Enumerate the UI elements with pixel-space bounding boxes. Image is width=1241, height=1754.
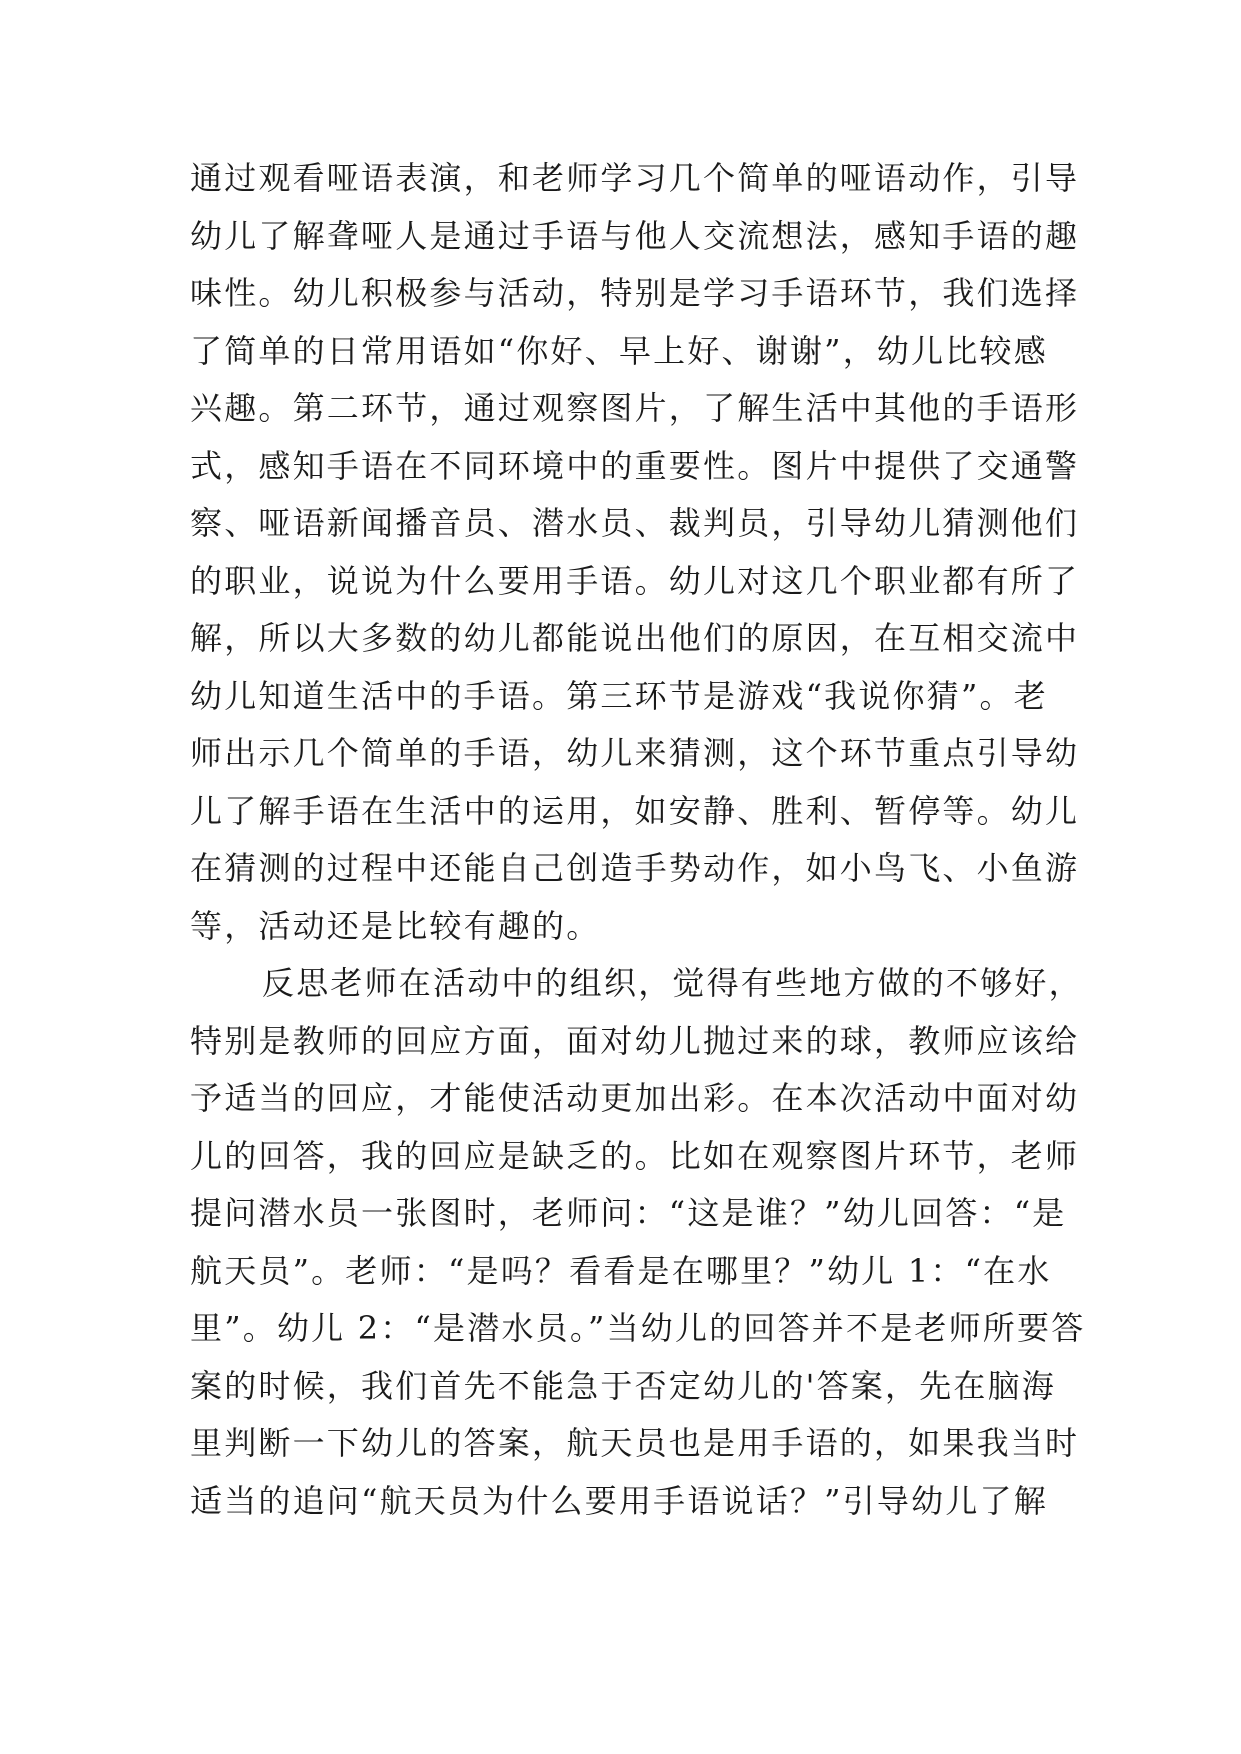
document-body xyxy=(190,150,1086,1530)
text-line: 的职业，说说为什么要用手语。幼儿对这几个职业都有所了 xyxy=(190,561,1080,600)
text-line: 等，活动还是比较有趣的。 xyxy=(190,906,601,945)
text-line: 幼儿了解聋哑人是通过手语与他人交流想法，感知手语的趣 xyxy=(190,216,1080,255)
text-line: 儿了解手语在生活中的运用，如安静、胜利、暂停等。幼儿 xyxy=(190,791,1080,830)
paragraph-1 xyxy=(190,150,1080,955)
paragraph-2 xyxy=(190,955,1086,1530)
text-line: 通过观看哑语表演，和老师学习几个简单的哑语动作，引导 xyxy=(190,159,1080,197)
text-line: 在猜测的过程中还能自己创造手势动作，如小鸟飞、小鱼游 xyxy=(190,849,1080,887)
text-line: 适当的追问“航天员为什么要用手语说话？”引导幼儿了解 xyxy=(190,1481,1048,1520)
text-line: 里判断一下幼儿的答案，航天员也是用手语的，如果我当时 xyxy=(190,1424,1080,1462)
text-line: 幼儿知道生活中的手语。第三环节是游戏“我说你猜”。老 xyxy=(190,676,1048,715)
text-line: 提问潜水员一张图时，老师问：“这是谁？”幼儿回答：“是 xyxy=(190,1194,1067,1232)
text-line: 解，所以大多数的幼儿都能说出他们的原因，在互相交流中 xyxy=(190,619,1080,657)
text-line: 特别是教师的回应方面，面对幼儿抛过来的球，教师应该给 xyxy=(190,1021,1080,1060)
text-line: 予适当的回应，才能使活动更加出彩。在本次活动中面对幼 xyxy=(190,1079,1080,1117)
text-line: 航天员”。老师：“是吗？看看是在哪里？”幼儿 1：“在水 xyxy=(190,1251,1052,1290)
text-line: 兴趣。第二环节，通过观察图片，了解生活中其他的手语形 xyxy=(190,389,1080,427)
text-line: 案的时候，我们首先不能急于否定幼儿的'答案，先在脑海 xyxy=(190,1366,1056,1405)
text-line: 了简单的日常用语如“你好、早上好、谢谢”，幼儿比较感 xyxy=(190,331,1048,370)
text-line: 儿的回答，我的回应是缺乏的。比如在观察图片环节，老师 xyxy=(190,1136,1080,1175)
text-line: 里”。幼儿 2：“是潜水员。”当幼儿的回答并不是老师所要答 xyxy=(190,1309,1086,1347)
text-line: 式，感知手语在不同环境中的重要性。图片中提供了交通警 xyxy=(190,446,1080,485)
text-line: 察、哑语新闻播音员、潜水员、裁判员，引导幼儿猜测他们 xyxy=(190,504,1080,542)
text-line: 反思老师在活动中的组织，觉得有些地方做的不够好， xyxy=(262,964,1083,1002)
text-line: 师出示几个简单的手语，幼儿来猜测，这个环节重点引导幼 xyxy=(190,734,1080,772)
text-line: 味性。幼儿积极参与活动，特别是学习手语环节，我们选择 xyxy=(190,274,1080,312)
